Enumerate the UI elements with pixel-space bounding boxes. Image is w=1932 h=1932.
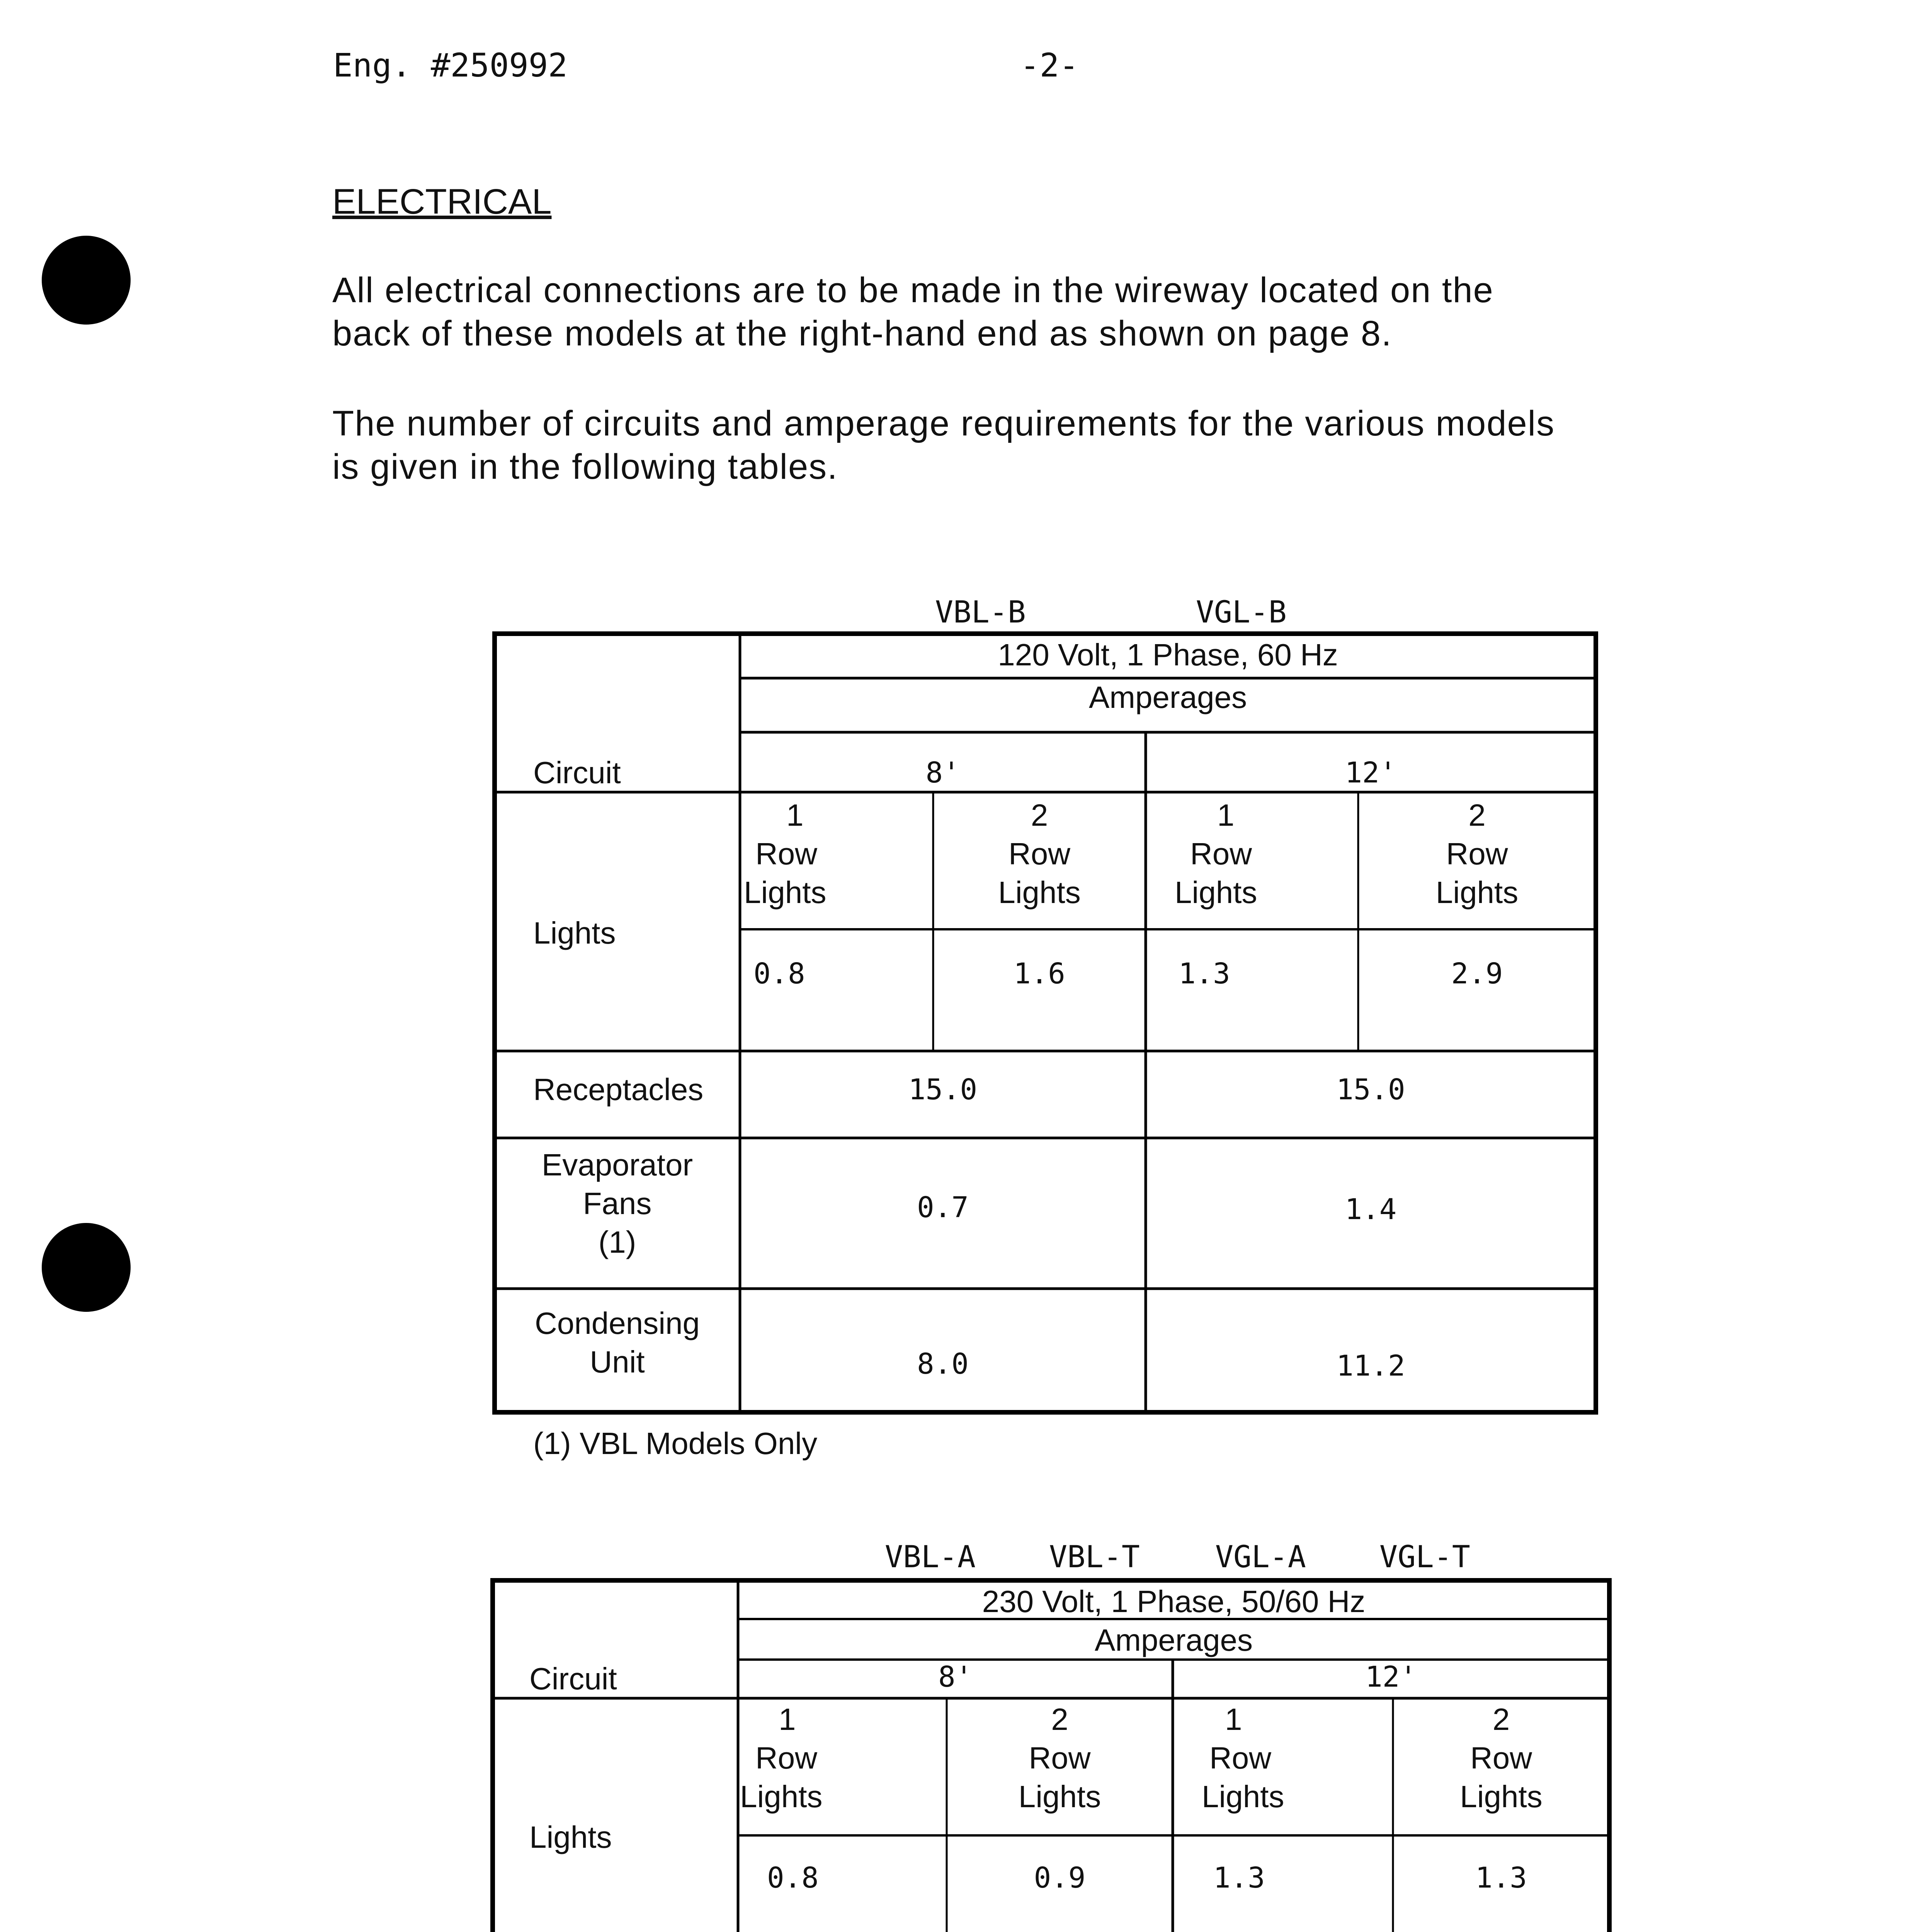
head-lights: Lights bbox=[1435, 875, 1519, 910]
paragraph-2-line-1: The number of circuits and amperage requirements for the various models bbox=[332, 404, 1555, 443]
table1-size-8: 8' bbox=[925, 756, 960, 789]
head-count: 2 bbox=[1492, 1702, 1510, 1736]
head-count: 1 bbox=[779, 1702, 796, 1736]
table1-receptacles-label: Receptacles bbox=[533, 1072, 704, 1107]
table1-receptacles-value: 15.0 bbox=[1336, 1073, 1405, 1106]
table1-voltage: 120 Volt, 1 Phase, 60 Hz bbox=[998, 638, 1338, 672]
head-lights: Lights bbox=[1460, 1779, 1543, 1814]
table1-model: VBL-B bbox=[935, 595, 1026, 630]
cond-line: Condensing bbox=[535, 1306, 700, 1340]
table1-amperages: Amperages bbox=[1088, 680, 1247, 714]
table2-model: VBL-T bbox=[1049, 1540, 1140, 1575]
table2-size-8: 8' bbox=[938, 1660, 973, 1694]
head-lights: Lights bbox=[998, 875, 1081, 910]
page-number: -2- bbox=[1020, 46, 1079, 84]
head-count: 2 bbox=[1031, 798, 1048, 832]
head-lights: Lights bbox=[740, 1779, 823, 1814]
head-row: Row bbox=[1209, 1741, 1272, 1775]
table2-model: VGL-T bbox=[1379, 1540, 1470, 1575]
paragraph-1-line-1: All electrical connections are to be made in the wireway located on the bbox=[332, 270, 1494, 310]
head-row: Row bbox=[1470, 1741, 1532, 1775]
head-count: 1 bbox=[786, 798, 804, 832]
head-count: 1 bbox=[1217, 798, 1235, 832]
head-count: 1 bbox=[1225, 1702, 1242, 1736]
table1-light-value: 2.9 bbox=[1451, 957, 1503, 990]
head-lights: Lights bbox=[744, 875, 827, 910]
table2-light-head bbox=[947, 1700, 1173, 1816]
table2-light-value: 0.9 bbox=[1034, 1861, 1086, 1895]
table1-receptacles-value: 15.0 bbox=[908, 1073, 978, 1106]
table1-circuit-label: Circuit bbox=[533, 755, 621, 790]
table2-model: VGL-A bbox=[1215, 1540, 1306, 1575]
table2-model: VBL-A bbox=[885, 1540, 976, 1575]
table1-cond-value: 8.0 bbox=[917, 1347, 969, 1381]
head-row: Row bbox=[1446, 837, 1508, 871]
cond-line: Unit bbox=[590, 1345, 645, 1379]
table2-light-value: 1.3 bbox=[1475, 1861, 1527, 1895]
head-lights: Lights bbox=[1018, 1779, 1101, 1814]
head-count: 2 bbox=[1468, 798, 1486, 832]
head-row: Row bbox=[1190, 837, 1252, 871]
table1-size-12: 12' bbox=[1345, 756, 1397, 789]
paragraph-1-line-2: back of these models at the right-hand end as shown on page 8. bbox=[332, 314, 1392, 353]
table2-lights-label: Lights bbox=[529, 1820, 612, 1854]
table1-light-value: 1.6 bbox=[1014, 957, 1065, 990]
table1-light-value: 1.3 bbox=[1179, 957, 1230, 990]
head-row: Row bbox=[1029, 1741, 1091, 1775]
paragraph-2-line-2: is given in the following tables. bbox=[332, 447, 838, 486]
head-row: Row bbox=[1008, 837, 1071, 871]
table1-light-value: 0.8 bbox=[753, 957, 805, 990]
head-lights: Lights bbox=[1175, 875, 1257, 910]
head-row: Row bbox=[755, 837, 818, 871]
table2-light-head bbox=[1393, 1700, 1609, 1816]
table2-light-value: 0.8 bbox=[767, 1861, 819, 1895]
table2-circuit-label: Circuit bbox=[529, 1662, 617, 1696]
eng-number: Eng. #250992 bbox=[333, 46, 568, 84]
table1-model: VGL-B bbox=[1196, 595, 1287, 630]
table1-lights-label: Lights bbox=[533, 916, 616, 950]
table1-cond-value: 11.2 bbox=[1336, 1349, 1405, 1383]
evap-line: Fans bbox=[583, 1186, 652, 1221]
table1-evap-value: 0.7 bbox=[917, 1191, 969, 1224]
table2-amperages: Amperages bbox=[1094, 1623, 1253, 1657]
head-lights: Lights bbox=[1202, 1779, 1284, 1814]
table2-light-head bbox=[1202, 1700, 1393, 1816]
head-count: 2 bbox=[1051, 1702, 1068, 1736]
table2-size-12: 12' bbox=[1365, 1660, 1417, 1694]
table2-voltage: 230 Volt, 1 Phase, 50/60 Hz bbox=[982, 1584, 1366, 1619]
table1-evap-value: 1.4 bbox=[1345, 1193, 1397, 1226]
evap-line: Evaporator bbox=[541, 1148, 693, 1182]
head-row: Row bbox=[755, 1741, 818, 1775]
evap-line: (1) bbox=[598, 1225, 636, 1259]
table2-light-value: 1.3 bbox=[1213, 1861, 1265, 1895]
table1-footnote: (1) VBL Models Only bbox=[533, 1426, 818, 1461]
table2-light-head bbox=[740, 1700, 947, 1816]
section-title: ELECTRICAL bbox=[332, 182, 552, 221]
